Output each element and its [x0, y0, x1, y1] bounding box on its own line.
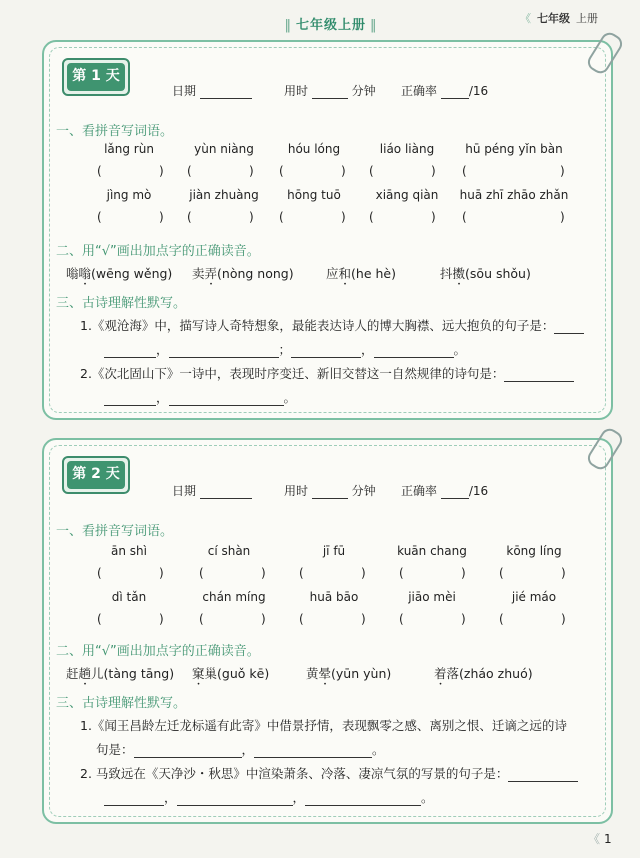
pinyin-item: kuān chang	[397, 544, 467, 558]
pinyin-item: lǎng rùn	[104, 142, 154, 156]
pinyin-item: chán míng	[202, 590, 266, 604]
poetry-question-1: 1.《观沧海》中，描写诗人奇特想象，最能表达诗人的博大胸襟、远大抱负的句子是：	[80, 316, 584, 334]
pron-item: 着落(zháo zhuó)	[434, 666, 533, 681]
pinyin-item: hóu lóng	[287, 142, 341, 156]
card-dashed-border	[49, 47, 606, 413]
poetry-question-2: 2. 马致远在《天净沙・秋思》中渲染萧条、冷落、凄凉气氛的写景的句子是：	[80, 764, 578, 782]
pinyin-item: cí shàn	[207, 544, 251, 558]
accuracy-field: 正确率 /16	[401, 84, 489, 98]
poetry-answer-line: ， ； ， 。	[104, 340, 466, 358]
day1-card: 第 1 天 日期 用时 分钟 正确率 /16 一、看拼音写词语。 lǎng rùn yùn niàng hóu lóng liáo liàng hū péng yǐn bàn ( ) ( ) ( ) ( ) ( ) jìng mò jiàn zhuàng hōng tuō xiāng qiàn huā zhī zhāo zhǎn ( ) ( ) ( ) ( ) ( ) 二、用“√”画出加点字的正确读音。 嗡嗡(wēng wěng) 卖弄(nòng nong) 应和(he hè) 抖擞(sōu shǒu) 三、古诗理解性默写。 1.《观沧海》中，描写诗人奇特想象，最能表达诗人的博大胸襟、远大抱负的句子是： ， ； ， 。 2.《次北固山下》一诗中，表现时序变迁、新旧交替这一自然规律的诗句是： ， 。	[42, 40, 613, 420]
page-number: 《 1	[588, 832, 612, 846]
date-field: 日期	[172, 82, 252, 99]
pron-item: 抖擞(sōu shǒu)	[440, 266, 531, 281]
pinyin-item: jiāo mèi	[408, 590, 456, 604]
card-dashed-border	[49, 445, 606, 817]
date-field: 日期	[172, 482, 252, 499]
poetry-answer-line: ， ， 。	[104, 788, 434, 806]
accuracy-field: 正确率 /16	[401, 484, 489, 498]
double-arrow-icon: 《	[520, 12, 531, 25]
section-title-pinyin: 一、看拼音写词语。	[56, 124, 174, 139]
day-badge: 第 2 天	[62, 456, 130, 494]
pinyin-item: huā bāo	[309, 590, 359, 604]
pinyin-item: jiàn zhuàng	[189, 188, 259, 202]
pron-item: 嗡嗡(wēng wěng)	[66, 266, 173, 281]
pron-item: 黄晕(yūn yùn)	[306, 666, 392, 681]
pinyin-item: kōng líng	[506, 544, 562, 558]
pinyin-item: jié máo	[511, 590, 557, 604]
grade-label: 七年级	[537, 12, 570, 25]
pron-item: 卖弄(nòng nong)	[192, 266, 294, 281]
day2-card: 第 2 天 日期 用时 分钟 正确率 /16 一、看拼音写词语。 ān shì cí shàn jī fū kuān chang kōng líng ( ) ( ) ( ) ( ) ( ) dì tǎn chán míng huā bāo jiāo mèi jié máo ( ) ( ) ( ) ( ) ( ) 二、用“√”画出加点字的正确读音。 赶趟儿(tàng tāng) 窠巢(guǒ kē) 黄晕(yūn yùn) 着落(zháo zhuó) 三、古诗理解性默写。 1.《闻王昌龄左迁龙标遥有此寄》中借景抒情，表现飘零之感、离别之恨、迁谪之远的诗 句是： ， 。 2. 马致远在《天净沙・秋思》中渲染萧条、冷落、凄凉气氛的写景的句子是： ， ， 。	[42, 438, 613, 824]
time-field: 用时 分钟	[284, 484, 376, 498]
section-title-pinyin: 一、看拼音写词语。	[56, 524, 174, 539]
section-title-poetry: 三、古诗理解性默写。	[56, 296, 187, 311]
pinyin-item: hōng tuō	[287, 188, 341, 202]
section-title-poetry: 三、古诗理解性默写。	[56, 696, 187, 711]
poetry-answer-line: 句是： ， 。	[96, 742, 385, 757]
pinyin-item: hū péng yǐn bàn	[465, 142, 563, 156]
section-title-pronunciation: 二、用“√”画出加点字的正确读音。	[56, 644, 260, 659]
pinyin-item: huā zhī zhāo zhǎn	[459, 188, 569, 202]
day-badge: 第 1 天	[62, 58, 130, 96]
header-right	[520, 10, 598, 26]
time-field: 用时 分钟	[284, 84, 376, 98]
poetry-question-2: 2.《次北固山下》一诗中，表现时序变迁、新旧交替这一自然规律的诗句是：	[80, 364, 574, 382]
poetry-question-1: 1.《闻王昌龄左迁龙标遥有此寄》中借景抒情，表现飘零之感、离别之恨、迁谪之远的诗	[80, 718, 567, 733]
pinyin-item: jìng mò	[106, 188, 152, 202]
pron-item: 赶趟儿(tàng tāng)	[66, 666, 175, 681]
pinyin-item: xiāng qiàn	[375, 188, 439, 202]
double-arrow-icon: 《	[588, 832, 601, 846]
volume-label: 上册	[576, 12, 598, 25]
pinyin-item: dì tǎn	[111, 590, 147, 604]
book-title: ‖ 七年级上册 ‖	[276, 14, 386, 33]
section-title-pronunciation: 二、用“√”画出加点字的正确读音。	[56, 244, 260, 259]
pron-item: 窠巢(guǒ kē)	[192, 666, 270, 681]
pinyin-item: yùn niàng	[194, 142, 254, 156]
pinyin-item: ān shì	[111, 544, 147, 558]
pron-item: 应和(he hè)	[326, 266, 396, 281]
pinyin-item: liáo liàng	[379, 142, 435, 156]
poetry-answer-line: ， 。	[104, 388, 296, 406]
pinyin-item: jī fū	[322, 544, 346, 558]
